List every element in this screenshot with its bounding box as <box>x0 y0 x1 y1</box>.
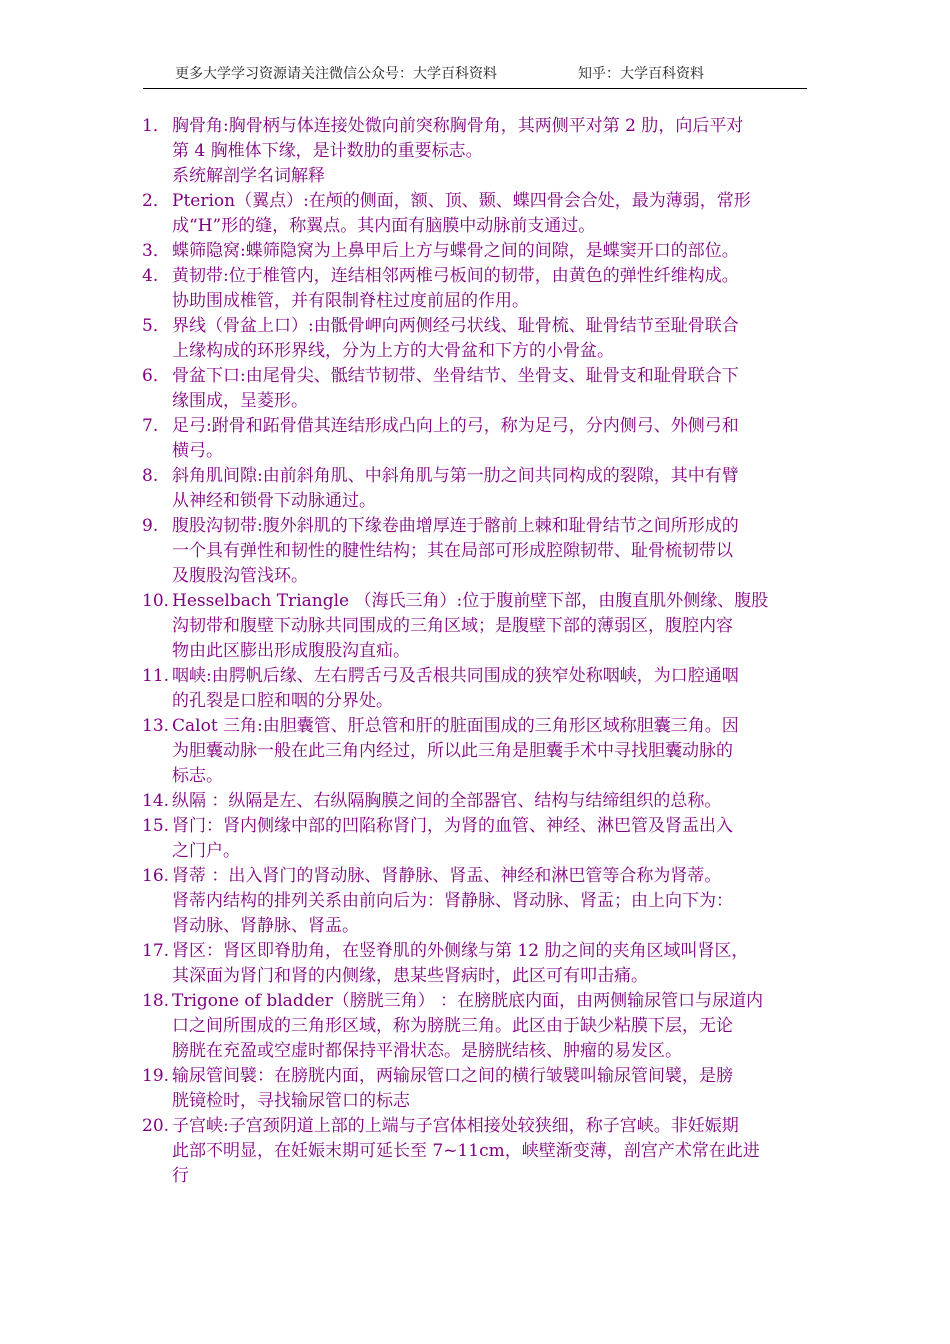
list-item <box>142 714 808 789</box>
item-number: 13. <box>142 716 170 736</box>
list-item <box>142 589 808 664</box>
item-text-line: 上缘构成的环形界线，分为上方的大骨盆和下方的小骨盆。 <box>172 341 614 361</box>
header-zhihu-text: 知乎：大学百科资料 <box>578 66 704 82</box>
item-text-line: 黄韧带:位于椎管内，连结相邻两椎弓板间的韧带，由黄色的弹性纤维构成。 <box>172 266 739 286</box>
item-text-line: 纵隔 ：纵隔是左、右纵隔胸膜之间的全部器官、结构与结缔组织的总称。 <box>172 791 722 811</box>
item-text-line: 肾蒂 ：出入肾门的肾动脉、肾静脉、肾盂、神经和淋巴管等合称为肾蒂。 <box>172 866 722 886</box>
item-number: 1． <box>142 116 170 136</box>
item-text-line: 胱镜检时，寻找输尿管口的标志 <box>172 1091 410 1111</box>
item-text-line: 沟韧带和腹壁下动脉共同围成的三角区域；是腹壁下部的薄弱区，腹腔内容 <box>172 616 733 636</box>
list-item <box>142 1114 808 1189</box>
item-text-line: 一个具有弹性和韧性的腱性结构；其在局部可形成腔隙韧带、耻骨梳韧带以 <box>172 541 733 561</box>
item-text-line: Pterion（翼点）:在颅的侧面，额、顶、颞、蝶四骨会合处，最为薄弱，常形 <box>172 191 751 211</box>
item-number: 9. <box>142 516 159 536</box>
item-text-line: Hesselbach Triangle （海氏三角）:位于腹前壁下部，由腹直肌外侧缘、腹股 <box>172 591 769 611</box>
list-item <box>142 314 808 364</box>
item-number: 8. <box>142 466 159 486</box>
item-text-line: 腹股沟韧带:腹外斜肌的下缘卷曲增厚连于髂前上棘和耻骨结节之间所形成的 <box>172 516 739 536</box>
item-number: 10． <box>142 591 181 611</box>
list-item <box>142 989 808 1064</box>
item-number: 3． <box>142 241 170 261</box>
item-text-line: 蝶筛隐窝:蝶筛隐窝为上鼻甲后上方与蝶骨之间的间隙，是蝶窦开口的部位。 <box>172 241 739 261</box>
item-text-line: Trigone of bladder（膀胱三角） ：在膀胱底内面，由两侧输尿管口与尿道内 <box>172 991 764 1011</box>
item-text-line: 为胆囊动脉一般在此三角内经过，所以此三角是胆囊手术中寻找胆囊动脉的 <box>172 741 733 761</box>
item-number: 19. <box>142 1066 170 1086</box>
item-text-line: 胸骨角:胸骨柄与体连接处微向前突称胸骨角，其两侧平对第 2 肋，向后平对 <box>172 116 744 136</box>
item-text-line: 物由此区膨出形成腹股沟直疝。 <box>172 641 410 661</box>
item-text-line: 膀胱在充盈或空虚时都保持平滑状态。是膀胱结核、肿瘤的易发区。 <box>172 1041 682 1061</box>
list-item <box>142 414 808 464</box>
list-item <box>142 789 808 814</box>
item-text-line: 及腹股沟管浅环。 <box>172 566 308 586</box>
item-number: 5． <box>142 316 170 336</box>
item-text-line: 横弓。 <box>172 441 223 461</box>
item-text-line: 界线（骨盆上口）:由骶骨岬向两侧经弓状线、耻骨梳、耻骨结节至耻骨联合 <box>172 316 739 336</box>
header-wechat-text: 更多大学学习资源请关注微信公众号：大学百科资料 <box>175 66 497 82</box>
item-text-line: 口之间所围成的三角形区域，称为膀胱三角。此区由于缺少粘膜下层，无论 <box>172 1016 733 1036</box>
item-text-line: 子宫峡:子宫颈阴道上部的上端与子宫体相接处较狭细，称子宫峡。非妊娠期 <box>172 1116 739 1136</box>
item-text-line: 系统解剖学名词解释 <box>172 166 325 186</box>
item-number: 20. <box>142 1116 170 1136</box>
page-header <box>143 58 807 89</box>
item-text-line: 协助围成椎管，并有限制脊柱过度前屈的作用。 <box>172 291 529 311</box>
item-text-line: 此部不明显，在妊娠末期可延长至 7~11cm，峡壁渐变薄，剖宫产术常在此进 <box>172 1141 760 1161</box>
item-number: 4. <box>142 266 159 286</box>
item-number: 2． <box>142 191 170 211</box>
item-text-line: 咽峡:由腭帆后缘、左右腭舌弓及舌根共同围成的狭窄处称咽峡，为口腔通咽 <box>172 666 739 686</box>
item-text-line: 缘围成，呈菱形。 <box>172 391 308 411</box>
list-item <box>142 114 808 189</box>
list-item <box>142 864 808 939</box>
list-item <box>142 664 808 714</box>
item-text-line: 肾区：肾区即脊肋角，在竖脊肌的外侧缘与第 12 肋之间的夹角区域叫肾区， <box>172 941 749 961</box>
item-text-line: 成“H”形的缝，称翼点。其内面有脑膜中动脉前支通过。 <box>172 216 596 236</box>
item-text-line: 的孔裂是口腔和咽的分界处。 <box>172 691 393 711</box>
list-item <box>142 364 808 414</box>
item-number: 17. <box>142 941 170 961</box>
item-text-line: 骨盆下口:由尾骨尖、骶结节韧带、坐骨结节、坐骨支、耻骨支和耻骨联合下 <box>172 366 739 386</box>
item-number: 16. <box>142 866 170 886</box>
term-list <box>142 114 808 1189</box>
item-text-line: 标志。 <box>172 766 223 786</box>
item-text-line: Calot 三角:由胆囊管、肝总管和肝的脏面围成的三角形区域称胆囊三角。因 <box>172 716 739 736</box>
list-item <box>142 264 808 314</box>
item-text-line: 行 <box>172 1166 189 1186</box>
item-number: 7. <box>142 416 159 436</box>
item-number: 6． <box>142 366 170 386</box>
item-number: 14. <box>142 791 170 811</box>
item-text-line: 之门户。 <box>172 841 240 861</box>
list-item <box>142 939 808 989</box>
list-item <box>142 464 808 514</box>
list-item <box>142 814 808 864</box>
item-number: 18. <box>142 991 170 1011</box>
item-text-line: 输尿管间襞：在膀胱内面，两输尿管口之间的横行皱襞叫输尿管间襞，是膀 <box>172 1066 733 1086</box>
item-text-line: 其深面为肾门和肾的内侧缘，患某些肾病时，此区可有叩击痛。 <box>172 966 648 986</box>
item-text-line: 斜角肌间隙:由前斜角肌、中斜角肌与第一肋之间共同构成的裂隙，其中有臂 <box>172 466 739 486</box>
list-item <box>142 189 808 239</box>
list-item <box>142 239 808 264</box>
item-text-line: 从神经和锁骨下动脉通过。 <box>172 491 376 511</box>
item-text-line: 肾蒂内结构的排列关系由前向后为：肾静脉、肾动脉、肾盂；由上向下为： <box>172 891 733 911</box>
item-text-line: 第 4 胸椎体下缘，是计数肋的重要标志。 <box>172 141 483 161</box>
item-number: 11. <box>142 666 170 686</box>
item-text-line: 肾动脉、肾静脉、肾盂。 <box>172 916 359 936</box>
item-text-line: 肾门：肾内侧缘中部的凹陷称肾门，为肾的血管、神经、淋巴管及肾盂出入 <box>172 816 733 836</box>
item-number: 15. <box>142 816 170 836</box>
item-text-line: 足弓:跗骨和跖骨借其连结形成凸向上的弓，称为足弓，分内侧弓、外侧弓和 <box>172 416 739 436</box>
list-item <box>142 1064 808 1114</box>
list-item <box>142 514 808 589</box>
